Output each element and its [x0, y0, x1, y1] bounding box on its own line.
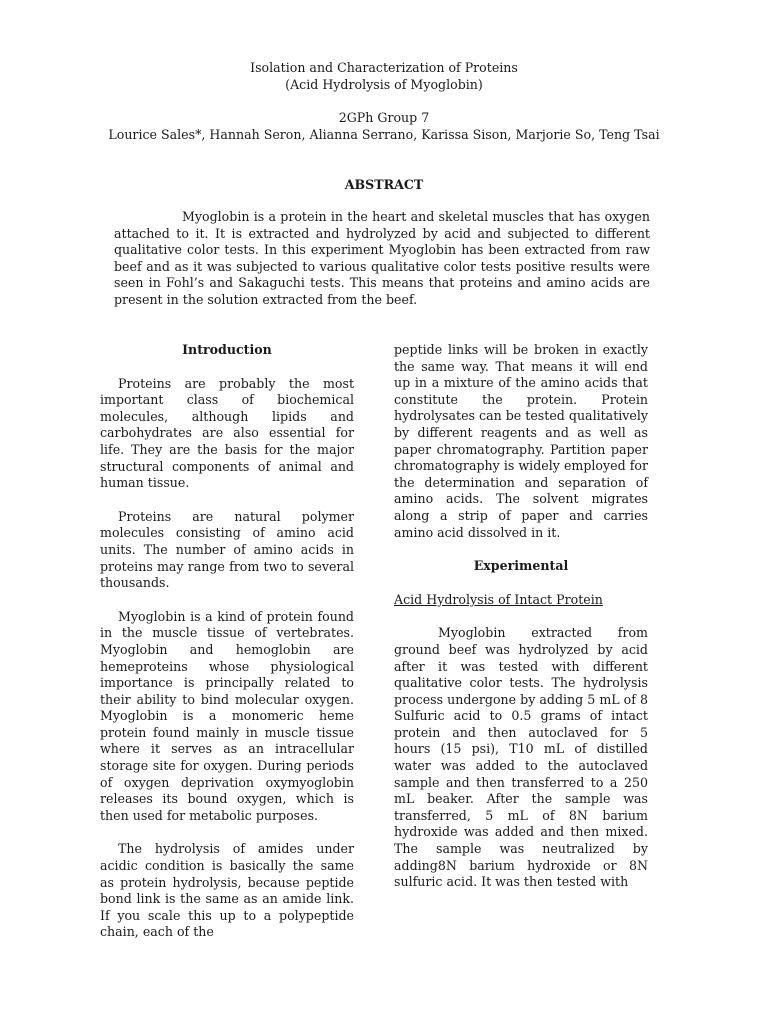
- right-column: [394, 342, 648, 908]
- intro-paragraph-2: Proteins are natural polymer molecules consisting of amino acid units. The number of amino acids in proteins may range from two to several thousands.: [100, 508, 354, 591]
- group-name: 2GPh Group 7: [338, 110, 430, 126]
- abstract-body: [114, 209, 650, 309]
- abstract-text: Myoglobin is a protein in the heart and skeletal muscles that has oxygen attached to it. It is extracted and hydrolyzed by acid and subjected to different qualitative color tests. In this experiment Myoglobin has been extracted from raw beef and as it was subjected to various qualitative color tests positive results were seen in Fohl’s and Sakaguchi tests. This means that proteins and amino acids are present in the solution extracted from the beef.: [114, 209, 650, 307]
- experimental-paragraph: Myoglobin extracted from ground beef was hydrolyzed by acid after it was tested with different qualitative color tests. The hydrolysis process undergone by adding 5 mL of 8 Sulfuric acid to 0.5 grams of intact protein and then autoclaved for 5 hours (15 psi), T10 mL of distilled water was added to the autoclaved sample and then transferred to a 250 mL beaker. After the sample was transferred, 5 mL of 8N barium hydroxide was added and then mixed. The sample was neutralized by adding8N barium hydroxide or 8N sulfuric acid. It was then tested with: [394, 625, 648, 890]
- paper-title: Isolation and Characterization of Proteins: [250, 60, 518, 75]
- title-block: [60, 60, 708, 143]
- experimental-heading: Experimental: [473, 558, 569, 574]
- abstract-heading: ABSTRACT: [344, 177, 424, 192]
- intro-paragraph-5: peptide links will be broken in exactly the same way. That means it will end up in a mixture of the amino acids that constitute the protein. Protein hydrolysates can be tested qualitatively by different reagents and as well as paper chromatography. Partition paper chromatography is widely employed for the determination and separation of amino acids. The solvent migrates along a strip of paper and carries amino acid dissolved in it.: [394, 342, 648, 540]
- intro-paragraph-1: Proteins are probably the most important class of biochemical molecules, although lipids and carbohydrates are also essential for life. They are the basis for the major structural components of animal and human tissue.: [100, 375, 354, 491]
- introduction-heading: Introduction: [182, 342, 272, 357]
- author-list: Lourice Sales*, Hannah Seron, Alianna Serrano, Karissa Sison, Marjorie So, Teng Tsai: [108, 126, 660, 142]
- paper-subtitle: (Acid Hydrolysis of Myoglobin): [285, 76, 483, 92]
- experimental-subheading: Acid Hydrolysis of Intact Protein: [394, 591, 603, 607]
- intro-paragraph-4: The hydrolysis of amides under acidic condition is basically the same as protein hydrolysis, because peptide bond link is the same as an amide link. If you scale this up to a polypeptide chain, each of the: [100, 841, 354, 940]
- left-column: [100, 342, 354, 958]
- intro-paragraph-3: Myoglobin is a kind of protein found in the muscle tissue of vertebrates. Myoglobin and hemoglobin are hemeproteins whose physiological importance is principally related to their ability to bind molecular oxygen. Myoglobin is a monomeric heme protein found mainly in muscle tissue where it serves as an intracellular storage site for oxygen. During periods of oxygen deprivation oxymyoglobin releases its bound oxygen, which is then used for metabolic purposes.: [100, 608, 354, 823]
